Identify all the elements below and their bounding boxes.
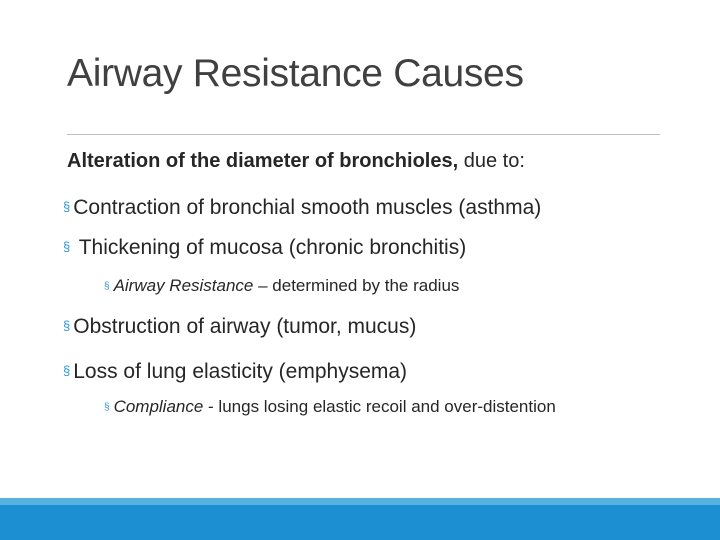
sub-bullet-airway-resistance (104, 273, 459, 299)
bullet-icon: § (63, 239, 71, 254)
intro-line (67, 150, 525, 173)
term-text: Compliance (113, 397, 204, 416)
bullet-icon: § (63, 199, 71, 214)
bullet-loss-elasticity (63, 360, 407, 384)
term-text: Airway Resistance (113, 276, 254, 295)
bullet-text: - lungs losing elastic recoil and over-distention (203, 397, 556, 416)
bullet-contraction (63, 196, 541, 220)
sub-bullet-compliance (104, 394, 604, 420)
title-divider (67, 134, 660, 135)
bullet-icon: § (63, 363, 71, 378)
intro-bold-text: Alteration of the diameter of bronchioles, (67, 150, 459, 172)
bullet-text: – determined by the radius (253, 276, 460, 295)
bullet-icon: § (104, 281, 110, 292)
bullet-icon: § (63, 318, 71, 333)
bullet-text: Thickening of mucosa (chronic bronchitis) (73, 236, 467, 259)
bullet-obstruction (63, 315, 416, 339)
bullet-icon: § (104, 402, 110, 413)
slide-title: Airway Resistance Causes (67, 52, 524, 95)
footer-strip (0, 498, 720, 505)
bullet-text: Loss of lung elasticity (emphysema) (73, 360, 408, 383)
bullet-thickening (63, 236, 466, 260)
intro-rest-text: due to: (458, 150, 525, 172)
bullet-text: Contraction of bronchial smooth muscles (asthma) (73, 196, 542, 219)
bullet-text: Obstruction of airway (tumor, mucus) (73, 315, 417, 338)
